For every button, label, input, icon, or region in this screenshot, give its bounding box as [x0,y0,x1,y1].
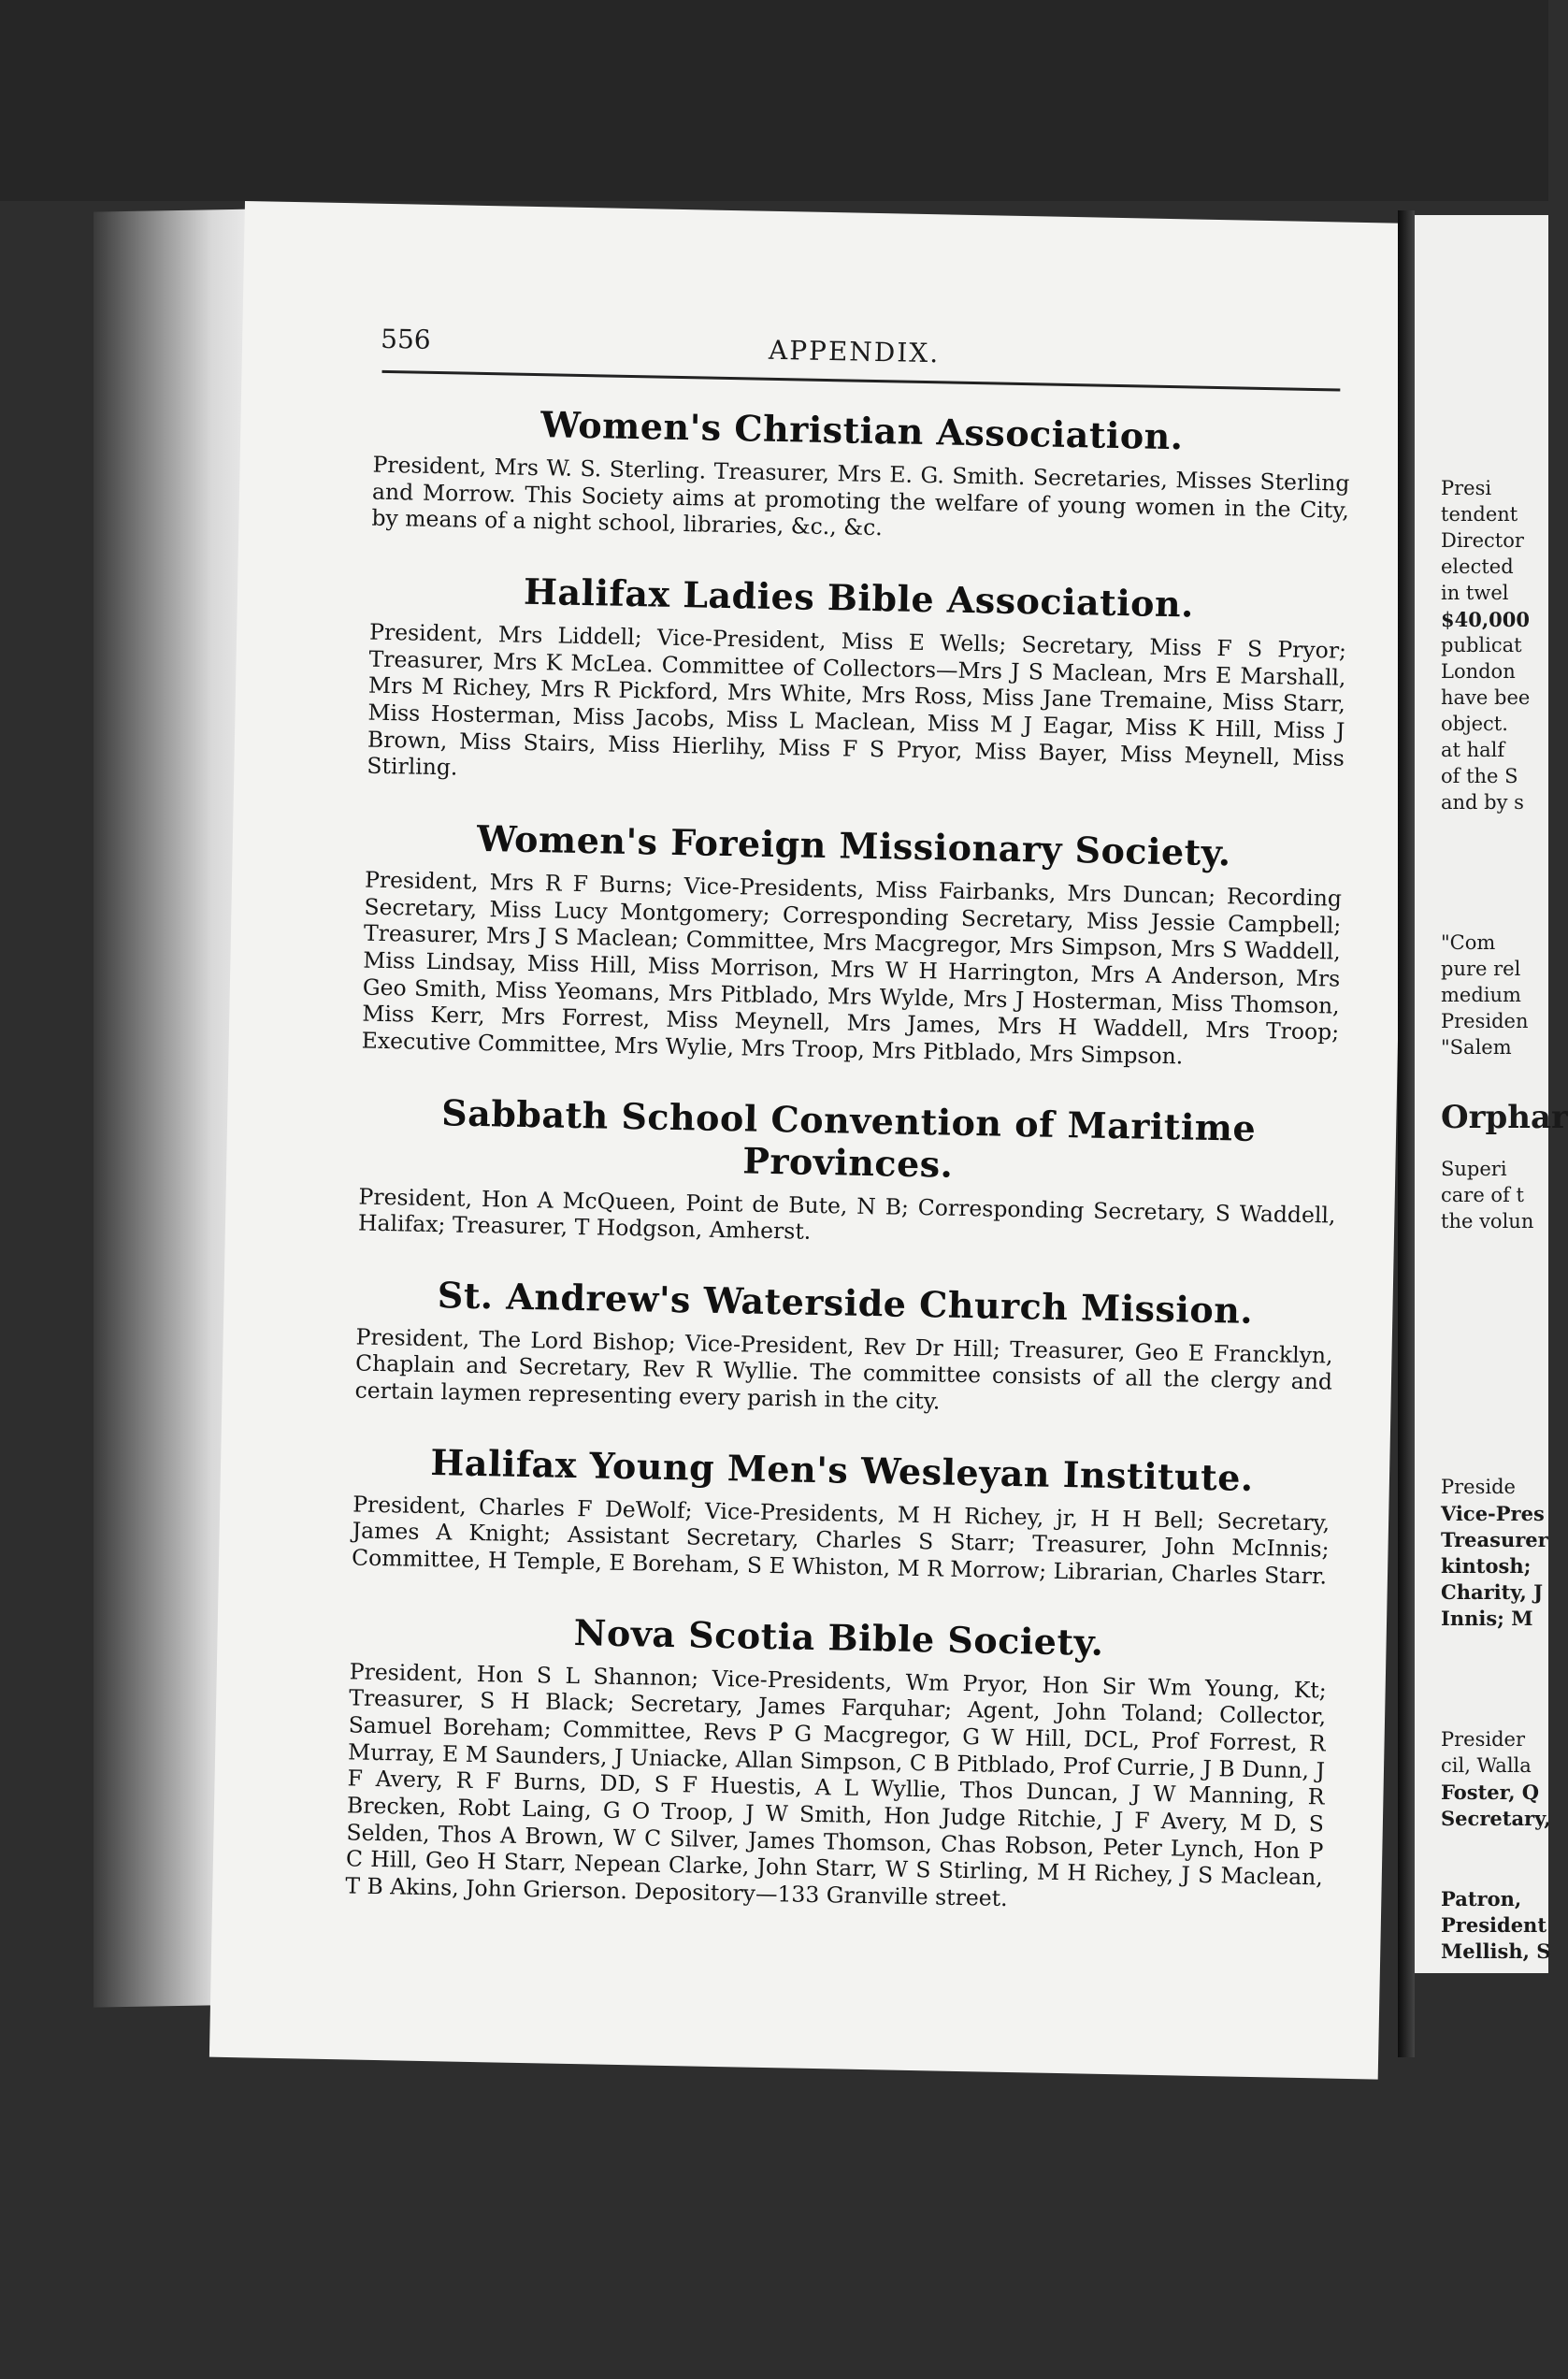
facing-line: object. [1441,713,1508,735]
facing-line: Director [1441,529,1524,552]
section-body: President, The Lord Bishop; Vice-President, Rev Dr Hill; Treasurer, Geo E Francklyn, Chaplain and Secretary, Rev R Wyllie. The committee consists of all the clergy and certain laymen representing every parish in the city. [354,1323,1333,1415]
facing-line: London [1441,660,1516,683]
book-gutter [1398,210,1415,2057]
facing-line: "Salem [1441,1036,1512,1059]
facing-line: in twel [1441,582,1509,604]
facing-line: elected [1441,555,1514,578]
facing-line: pure rel [1441,958,1521,980]
section-womens-foreign-missionary-society [362,815,1344,1074]
section-title: Women's Foreign Missionary Society. [476,816,1232,874]
facing-line: and by s [1441,791,1524,814]
facing-line: President [1441,1913,1547,1937]
running-title: APPENDIX. [768,334,941,369]
scan-backdrop [0,0,1548,201]
section-body: President, Hon S L Shannon; Vice-Presidents, Wm Pryor, Hon Sir Wm Young, Kt; Treasurer, S H Black; Secretary, James Farquhar; Agent, John Toland; Collector, Samuel Boreham; Committee, Revs P G Macgregor, G W Hill, DCL, Prof Forrest, R Murray, E M Saunders, J Uniacke, Allan Simpson, C B Pitblado, Prof Currie, J B Dunn, J F Avery, R F Burns, DD, S F Huestis, A L Wyllie, Thos Duncan, J W Manning, R Brecken, Robt Laing, G O Troop, J W Smith, Hon Judge Ritchie, J F Avery, M D, S Selden, Thos A Brown, W C Silver, James Thomson, Chas Robson, Peter Lynch, Hon P C Hill, Geo H Starr, Nepean Clarke, John Starr, W S Stirling, M H Richey, J S Maclean, T B Akins, John Grierson. Depository—133 Granville street. [345,1658,1327,1911]
facing-line: the volun [1441,1210,1534,1233]
facing-line: $40,000 [1441,608,1530,631]
facing-line: Preside [1441,1476,1516,1498]
section-body: President, Mrs Liddell; Vice-President, Miss E Wells; Secretary, Miss F S Pryor; Treasurer, Mrs K McLea. Committee of Collectors—Mrs J S Maclean, Mrs E Marshall, Mrs M Richey, Mrs R Pickford, Mrs White, Mrs Ross, Miss Jane Tremaine, Miss Starr, Miss Hosterman, Miss Jacobs, Miss L Maclean, Miss M J Eagar, Miss K Hill, Miss J Brown, Miss Stairs, Miss Hierlihy, Miss F S Pryor, Miss Bayer, Miss Meynell, Miss Stirling. [367,618,1347,781]
facing-line: Presi [1441,477,1492,499]
facing-line: Presiden [1441,1010,1529,1032]
facing-line: Patron, [1441,1887,1522,1910]
facing-line: "Com [1441,931,1496,954]
section-title: Women's Christian Association. [539,403,1184,458]
facing-line: Charity, J [1441,1580,1544,1604]
facing-line: Superi [1441,1158,1507,1180]
facing-line: care of t [1441,1184,1524,1206]
facing-line: Treasurer [1441,1528,1548,1551]
book-page [209,201,1414,2080]
section-body: President, Charles F DeWolf; Vice-Presidents, M H Richey, jr, H H Bell; Secretary, James A Knight; Assistant Secretary, Charles S Starr; Treasurer, John McInnis; Committee, H Temple, E Boreham, S E Whiston, M R Morrow; Librarian, Charles Starr. [351,1491,1331,1590]
page-number: 556 [380,323,431,355]
section-title: Halifax Young Men's Wesleyan Institute. [430,1440,1255,1499]
facing-line: tendent [1441,503,1518,526]
section-title: St. Andrew's Waterside Church Mission. [437,1273,1254,1332]
section-body: President, Mrs R F Burns; Vice-Presidents, Miss Fairbanks, Mrs Duncan; Recording Secretary, Miss Lucy Montgomery; Corresponding Secretary, Miss Jessie Campbell; Treasurer, Mrs J S Maclean; Committee, Mrs Macgregor, Mrs Simpson, Mrs S Waddell, Miss Lindsay, Miss Hill, Miss Morrison, Mrs W H Harrington, Mrs A Anderson, Mrs Geo Smith, Miss Yeomans, Mrs Pitblado, Mrs Wylde, Mrs J Hosterman, Miss Thomson, Miss Kerr, Mrs Forrest, Miss Meynell, Mrs James, Mrs H Waddell, Mrs Troop; Executive Committee, Mrs Wylie, Mrs Troop, Mrs Pitblado, Mrs Simpson. [361,866,1343,1070]
facing-line: kintosh; [1441,1554,1532,1578]
facing-line: Mellish, S [1441,1939,1551,1963]
facing-line: have bee [1441,686,1531,709]
facing-page [1415,215,1568,1973]
facing-line: medium [1441,984,1521,1006]
section-halifax-ladies-bible-association [367,568,1347,799]
facing-line: Secretary, [1441,1807,1551,1830]
section-body: President, Mrs W. S. Sterling. Treasurer, Mrs E. G. Smith. Secretaries, Misses Sterling and Morrow. This Society aims at promoting the welfare of young women in the City, by means of a night school, libraries, &c., &c. [371,451,1350,541]
facing-line: Innis; M [1441,1607,1533,1630]
facing-line: cil, Walla [1441,1754,1532,1777]
section-body: President, Hon A McQueen, Point de Bute, N B; Corresponding Secretary, S Waddell, Halifax; Treasurer, T Hodgson, Amherst. [357,1183,1336,1245]
facing-line: publicat [1441,634,1522,656]
section-womens-christian-association [371,400,1351,551]
facing-line: at half [1441,739,1505,761]
section-st-andrews-waterside-mission [354,1272,1334,1422]
facing-line: Presider [1441,1728,1525,1751]
section-nova-scotia-bible-society [345,1607,1328,1918]
facing-line: of the S [1441,765,1518,787]
section-young-mens-wesleyan-institute [352,1439,1331,1590]
sections-list [344,400,1350,1954]
section-title: Halifax Ladies Bible Association. [523,570,1195,626]
section-title: Nova Scotia Bible Society. [573,1610,1104,1664]
facing-line: Foster, Q [1441,1781,1540,1804]
section-title: Sabbath School Convention of Maritime Provinces. [440,1090,1257,1186]
facing-heading: Orphar [1441,1099,1568,1136]
facing-line: Vice-Pres [1441,1502,1545,1525]
section-sabbath-school-convention [358,1089,1338,1255]
